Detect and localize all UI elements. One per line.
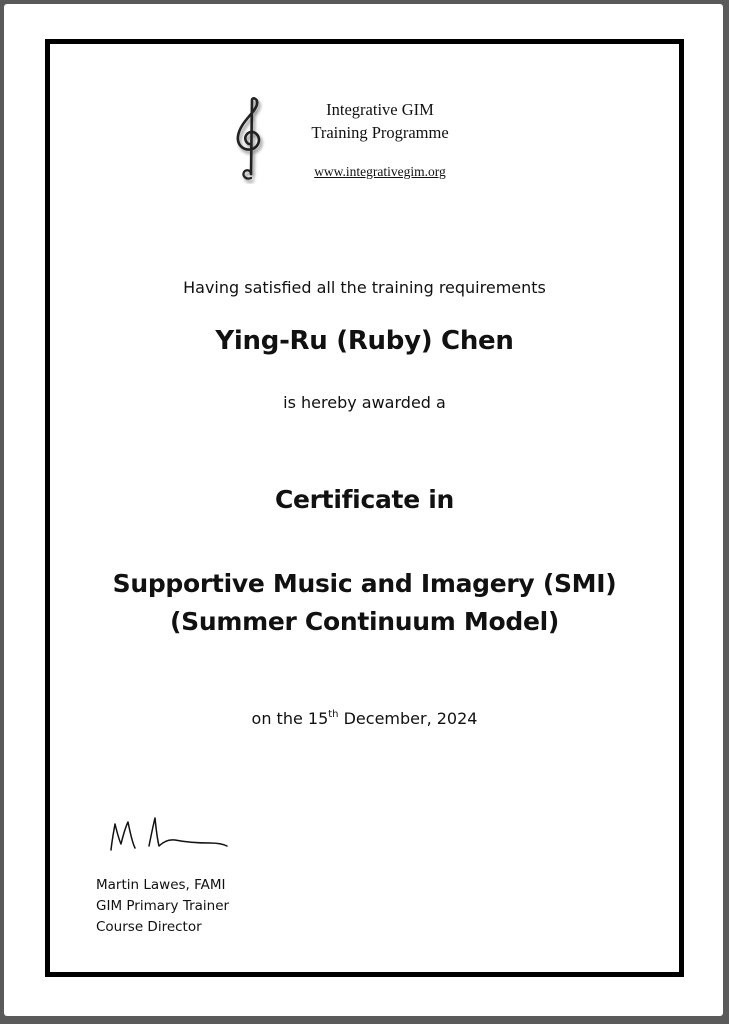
date-ordinal-suffix: th [328,709,339,720]
signatory-name: Martin Lawes, FAMI [96,877,226,893]
award-date [50,709,679,728]
signatory-role: GIM Primary Trainer [96,898,230,914]
course-name-line2: (Summer Continuum Model) [169,607,559,636]
signatory-title: Course Director [96,919,202,935]
certificate-border [45,39,684,977]
awarded-text: is hereby awarded a [283,393,446,412]
treble-clef-icon [225,94,275,184]
course-name-line1: Supportive Music and Imagery (SMI) [112,569,617,598]
recipient-name: Ying-Ru (Ruby) Chen [215,326,514,356]
intro-text: Having satisfied all the training requirements [183,278,546,297]
date-prefix: on the 15 [251,709,329,728]
handwritten-signature [105,812,235,857]
certificate-title: Certificate in [274,485,455,514]
organization-header [50,44,679,244]
organization-name-line1: Integrative GIM [326,100,434,119]
date-rest: December, 2024 [338,709,478,728]
organization-name-line2: Training Programme [311,123,449,142]
organization-website-link[interactable]: www.integrativegim.org [314,164,446,179]
certificate-page [4,4,723,1016]
